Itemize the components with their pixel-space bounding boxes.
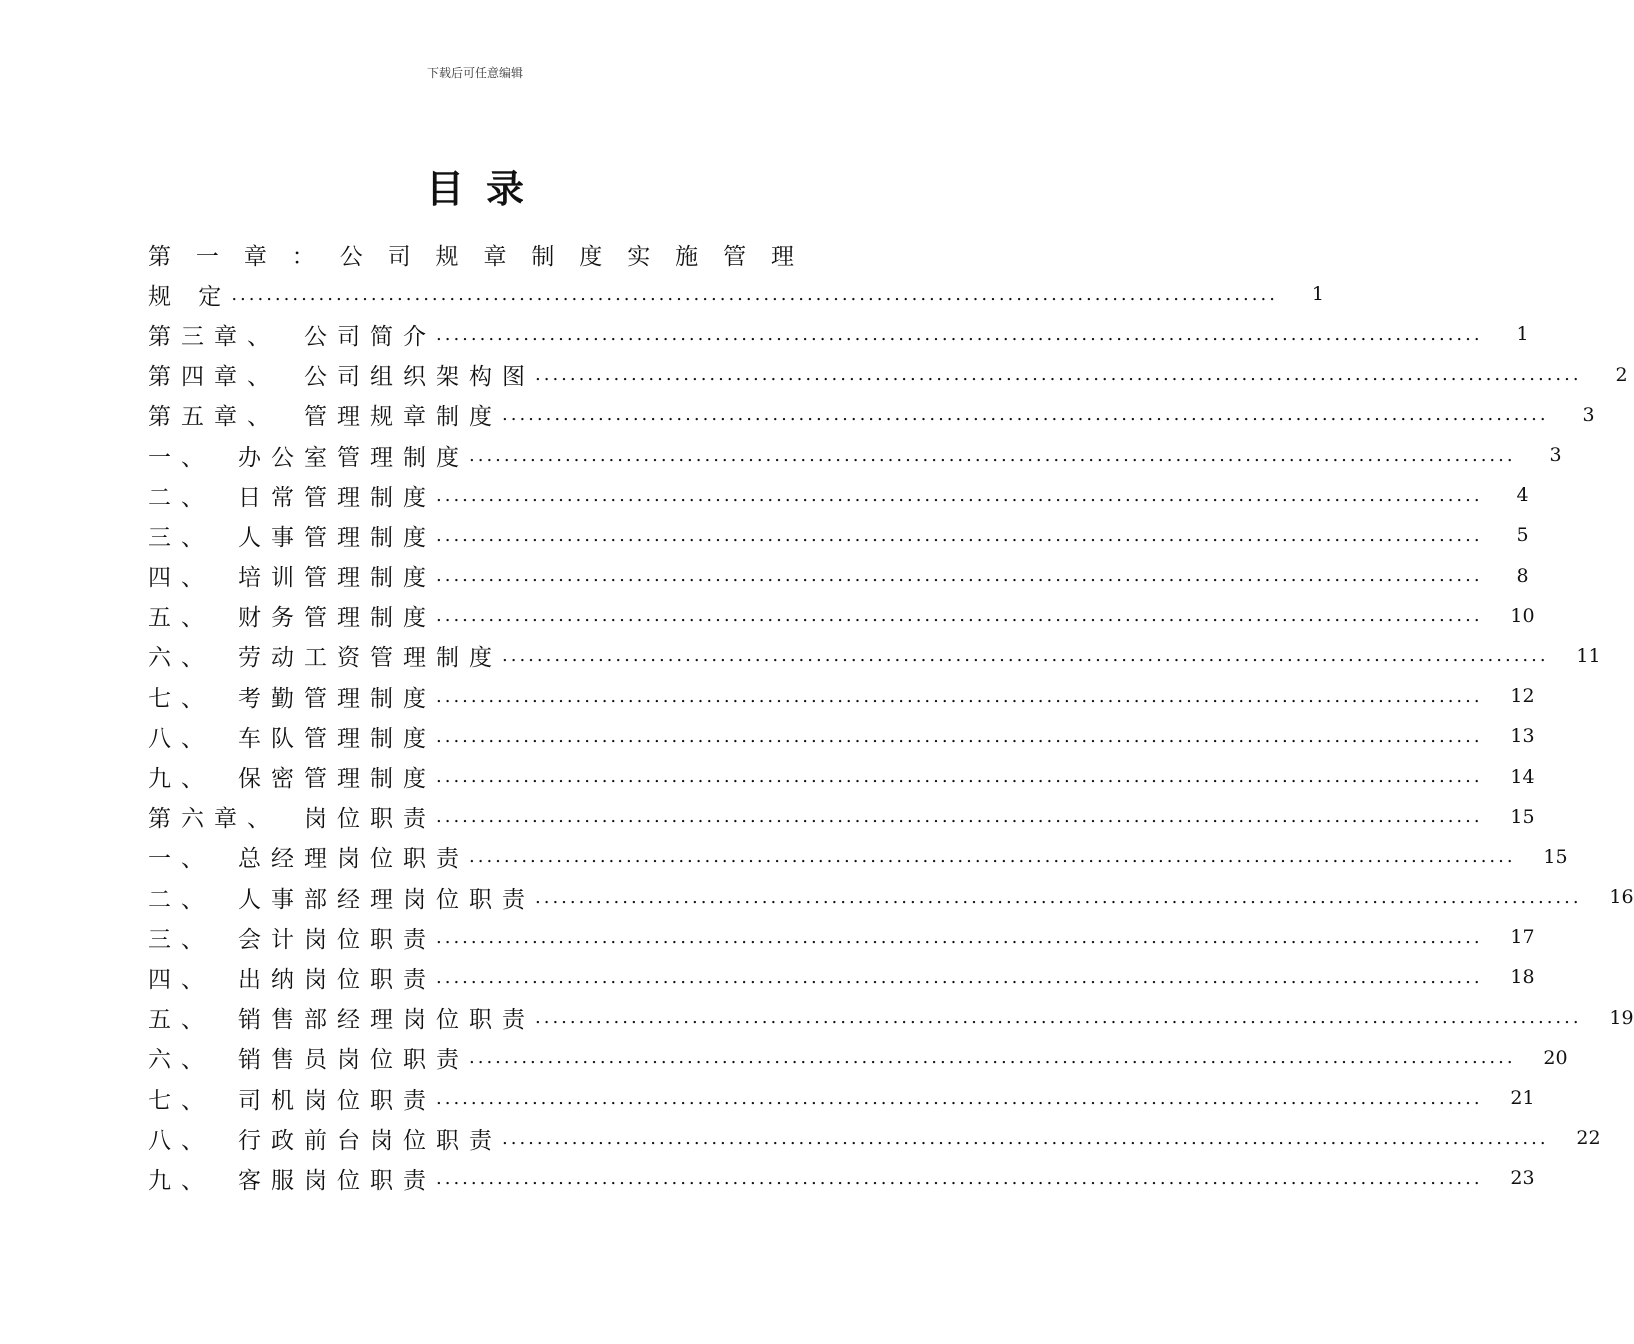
toc-entry[interactable] — [148, 957, 1535, 997]
toc-page-number: 20 — [1543, 1046, 1568, 1069]
toc-leader-dots: ........................................................................................................................ — [436, 484, 1483, 506]
toc-chapter1-line[interactable] — [148, 234, 794, 274]
toc-entry-title: 销售员岗位职责 — [238, 1047, 469, 1074]
toc-entry-prefix: 八、 — [148, 725, 214, 752]
toc-entry-prefix: 四、 — [148, 565, 214, 592]
toc-entry-prefix: 一、 — [148, 846, 214, 873]
toc-page-number: 15 — [1510, 805, 1535, 828]
toc-entry[interactable] — [148, 1038, 1568, 1078]
toc-char: 制 — [531, 243, 555, 270]
toc-page-number: 3 — [1582, 403, 1595, 426]
toc-entry[interactable] — [148, 355, 1628, 395]
toc-char: 规 — [435, 243, 459, 270]
toc-entry[interactable] — [148, 837, 1568, 877]
toc-entry-prefix: 七、 — [148, 685, 214, 712]
toc-entry-prefix: 九、 — [148, 1167, 214, 1194]
toc-entry[interactable] — [148, 435, 1562, 475]
toc-entry-title: 客服岗位职责 — [238, 1167, 436, 1194]
toc-page-number: 5 — [1516, 524, 1529, 547]
toc-entry-prefix: 八、 — [148, 1127, 214, 1154]
toc-char: 章 — [483, 243, 507, 270]
toc-entry-title: 规 定 — [148, 283, 232, 310]
header-note: 下载后可任意编辑 — [426, 66, 523, 80]
toc-entry-title: 公司简介 — [304, 323, 436, 350]
toc-entry-prefix: 九、 — [148, 766, 214, 793]
toc-entry-title: 车队管理制度 — [238, 725, 436, 752]
toc-leader-dots: ........................................................................................................................ — [436, 766, 1483, 788]
toc-page-number: 11 — [1576, 644, 1601, 667]
toc-leader-dots: ........................................................................................................................ — [436, 926, 1483, 948]
toc-entry-title: 保密管理制度 — [238, 766, 436, 793]
toc-entry[interactable] — [148, 716, 1535, 756]
toc-entry-prefix: 五、 — [148, 605, 214, 632]
toc-page-number: 13 — [1510, 725, 1535, 748]
toc-char: 章 — [243, 243, 267, 270]
toc-entry-title: 司机岗位职责 — [238, 1087, 436, 1114]
toc-char: 第 — [148, 243, 171, 270]
toc-char: 度 — [579, 243, 603, 270]
toc-leader-dots: ........................................................................................................................ — [469, 444, 1516, 466]
toc-page-number: 10 — [1510, 604, 1535, 627]
toc-entry-title: 岗位职责 — [304, 806, 436, 833]
toc-entry[interactable] — [148, 596, 1535, 636]
toc-page-number: 1 — [1311, 283, 1324, 306]
toc-page-number: 19 — [1609, 1006, 1634, 1029]
toc-page-number: 22 — [1576, 1127, 1601, 1150]
toc-entry-title: 培训管理制度 — [238, 565, 436, 592]
toc-entry-prefix: 五、 — [148, 1007, 214, 1034]
toc-page-number: 15 — [1543, 845, 1568, 868]
toc-page-number: 14 — [1510, 765, 1535, 788]
toc-entry-title: 出纳岗位职责 — [238, 966, 436, 993]
toc-entry[interactable] — [148, 395, 1595, 435]
toc-entry-title: 销售部经理岗位职责 — [238, 1007, 535, 1034]
toc-entry-prefix: 三、 — [148, 926, 214, 953]
toc-leader-dots: ........................................................................................................................ — [535, 886, 1582, 908]
toc-leader-dots: ........................................................................................................................ — [469, 846, 1516, 868]
page-title: 目录 — [425, 167, 546, 211]
toc-entry[interactable] — [148, 314, 1529, 354]
toc-entry-prefix: 第六章、 — [148, 806, 280, 833]
toc-char: 管 — [723, 243, 747, 270]
toc-entry-prefix: 四、 — [148, 966, 214, 993]
toc-entry-prefix: 三、 — [148, 524, 214, 551]
toc-leader-dots: ........................................................................................................................ — [436, 1087, 1483, 1109]
toc-page-number: 18 — [1510, 966, 1535, 989]
toc-entry[interactable] — [148, 756, 1535, 796]
toc-char: 公 — [339, 243, 363, 270]
toc-page-number: 23 — [1510, 1167, 1535, 1190]
toc-entry[interactable] — [148, 636, 1601, 676]
toc-entry[interactable] — [148, 676, 1535, 716]
toc-leader-dots: ........................................................................................................................ — [436, 806, 1483, 828]
toc-entry-title: 劳动工资管理制度 — [238, 645, 502, 672]
toc-entry-prefix: 第三章、 — [148, 323, 280, 350]
toc-leader-dots: ........................................................................................................................ — [502, 1127, 1549, 1149]
toc-entry[interactable] — [148, 1158, 1535, 1198]
toc-entry-prefix: 七、 — [148, 1087, 214, 1114]
toc-entry[interactable] — [148, 797, 1535, 837]
toc-leader-dots: ........................................................................................................................ — [231, 283, 1278, 305]
toc-leader-dots: ........................................................................................................................ — [436, 605, 1483, 627]
toc-entry-title: 管理规章制度 — [304, 404, 502, 431]
toc-entry-prefix: 六、 — [148, 645, 214, 672]
toc-entry-title: 日常管理制度 — [238, 484, 436, 511]
toc-entry-title: 总经理岗位职责 — [238, 846, 469, 873]
toc-page-number: 21 — [1510, 1087, 1535, 1110]
toc-char: 施 — [675, 243, 699, 270]
toc-page-number: 17 — [1510, 926, 1535, 949]
toc-entry[interactable] — [148, 998, 1634, 1038]
toc-leader-dots: ........................................................................................................................ — [436, 565, 1483, 587]
toc-entry-title: 行政前台岗位职责 — [238, 1127, 502, 1154]
toc-entry-prefix: 第五章、 — [148, 404, 280, 431]
toc-char: ： — [291, 243, 315, 270]
toc-page-number: 4 — [1516, 484, 1529, 507]
toc-leader-dots: ........................................................................................................................ — [436, 725, 1483, 747]
toc-entry-title: 公司组织架构图 — [304, 364, 535, 391]
toc-leader-dots: ........................................................................................................................ — [436, 323, 1483, 345]
toc-leader-dots: ........................................................................................................................ — [502, 645, 1549, 667]
toc-entry-title: 人事管理制度 — [238, 524, 436, 551]
toc-leader-dots: ........................................................................................................................ — [436, 685, 1483, 707]
toc-entry-prefix: 第四章、 — [148, 364, 280, 391]
toc-leader-dots: ........................................................................................................................ — [535, 1007, 1582, 1029]
toc-entry-title: 会计岗位职责 — [238, 926, 436, 953]
toc-char: 实 — [627, 243, 651, 270]
toc-entry[interactable] — [148, 877, 1634, 917]
toc-entry[interactable] — [148, 515, 1529, 555]
toc-entry[interactable] — [148, 917, 1535, 957]
toc-page-number: 16 — [1609, 886, 1634, 909]
toc-char: 司 — [387, 243, 411, 270]
toc-entry[interactable] — [148, 274, 1324, 314]
toc-entry-title: 人事部经理岗位职责 — [238, 886, 535, 913]
toc-entry[interactable] — [148, 475, 1529, 515]
toc-page-number: 2 — [1615, 363, 1628, 386]
table-of-contents — [148, 234, 1634, 1199]
toc-entry-prefix: 一、 — [148, 444, 214, 471]
toc-leader-dots: ........................................................................................................................ — [436, 966, 1483, 988]
toc-leader-dots: ........................................................................................................................ — [502, 404, 1549, 426]
toc-entry[interactable] — [148, 556, 1529, 596]
toc-leader-dots: ........................................................................................................................ — [436, 524, 1483, 546]
toc-char: 一 — [195, 243, 219, 270]
toc-page-number: 12 — [1510, 685, 1535, 708]
toc-leader-dots: ........................................................................................................................ — [469, 1047, 1516, 1069]
toc-entry-prefix: 二、 — [148, 886, 214, 913]
toc-entry-title: 财务管理制度 — [238, 605, 436, 632]
toc-entry[interactable] — [148, 1118, 1601, 1158]
toc-leader-dots: ........................................................................................................................ — [535, 364, 1582, 386]
toc-entry-title: 办公室管理制度 — [238, 444, 469, 471]
toc-entry-prefix: 二、 — [148, 484, 214, 511]
toc-page-number: 1 — [1516, 323, 1529, 346]
toc-entry-title: 考勤管理制度 — [238, 685, 436, 712]
toc-page-number: 3 — [1549, 444, 1562, 467]
toc-page-number: 8 — [1516, 564, 1529, 587]
toc-entry-prefix: 六、 — [148, 1047, 214, 1074]
toc-entry[interactable] — [148, 1078, 1535, 1118]
toc-char: 理 — [770, 243, 794, 270]
toc-leader-dots: ........................................................................................................................ — [436, 1167, 1483, 1189]
